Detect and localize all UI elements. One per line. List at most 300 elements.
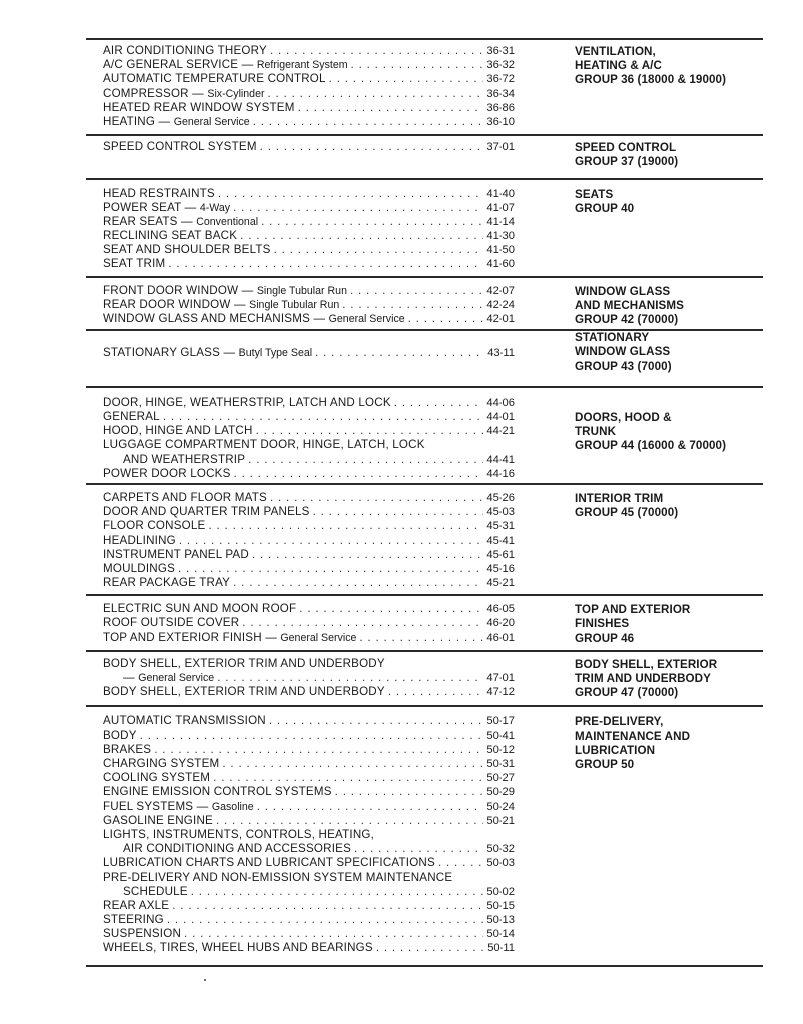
entry-title [103, 729, 137, 743]
entry-title-main: BODY SHELL, EXTERIOR TRIM AND UNDERBODY [103, 685, 385, 699]
entry-title-main: BODY SHELL, EXTERIOR TRIM AND UNDERBODY [103, 656, 385, 670]
entry-title [103, 215, 258, 229]
entry-title-main: AND WEATHERSTRIP [123, 452, 246, 466]
group-heading [575, 715, 690, 772]
entry-list [86, 602, 515, 646]
page-number[interactable]: 50-17 [486, 715, 515, 728]
page-number[interactable]: 45-31 [486, 520, 515, 533]
toc-entry[interactable] [103, 396, 515, 410]
dot-leader [408, 312, 484, 326]
group-heading-line: HEATING & A/C [575, 59, 662, 73]
entry-title-main: HEAD RESTRAINTS [103, 186, 215, 200]
entry-title-main: AUTOMATIC TRANSMISSION [103, 714, 266, 728]
page-number[interactable]: 36-34 [486, 87, 515, 100]
group-heading-line: GROUP 37 (19000) [575, 155, 679, 169]
entry-title [103, 671, 214, 685]
entry-title [103, 298, 339, 312]
group-heading [575, 45, 726, 88]
toc-entry[interactable] [103, 714, 515, 728]
entry-title-main: AIR CONDITIONING AND ACCESSORIES [123, 842, 352, 856]
entry-title [103, 885, 188, 899]
dot-leader [184, 927, 483, 941]
entry-title [103, 714, 266, 728]
entry-title [103, 438, 425, 452]
page-number[interactable]: 41-30 [486, 230, 515, 243]
dot-leader [191, 885, 484, 899]
group-heading-line: LUBRICATION [575, 743, 656, 757]
toc-section [86, 594, 763, 650]
entry-title [103, 657, 385, 671]
dot-leader [208, 519, 483, 533]
page-number[interactable]: 42-07 [486, 284, 515, 297]
toc-entry[interactable] [103, 187, 515, 201]
group-heading-line: GROUP 44 (16000 & 70000) [575, 439, 727, 453]
toc-entry[interactable] [103, 631, 515, 645]
page-number[interactable]: 44-06 [486, 396, 515, 409]
group-heading-line: WINDOW GLASS [575, 345, 671, 359]
toc-entry[interactable] [103, 438, 515, 452]
group-heading-line: GROUP 43 (7000) [575, 359, 672, 373]
toc-entry[interactable] [103, 576, 515, 590]
group-heading-line: GROUP 47 (70000) [575, 686, 679, 700]
toc-entry[interactable] [103, 771, 515, 785]
entry-title-main: — [123, 671, 139, 685]
page-number[interactable]: 41-50 [486, 244, 515, 257]
entry-title-main: REAR SEATS — [103, 214, 197, 228]
entry-title-main: STEERING [103, 913, 164, 927]
entry-title [103, 44, 267, 58]
toc-entry[interactable] [103, 842, 515, 856]
group-heading-line: TOP AND EXTERIOR [575, 603, 691, 617]
dot-leader [376, 941, 484, 955]
entry-title-main: BODY [103, 728, 137, 742]
toc-entry[interactable] [103, 729, 515, 743]
entry-title-main: PRE-DELIVERY AND NON-EMISSION SYSTEM MAINTENANCE [103, 870, 453, 884]
group-heading [575, 285, 684, 328]
entry-title [103, 346, 312, 360]
entry-list [86, 187, 515, 272]
page-number[interactable]: 50-15 [486, 899, 515, 912]
toc-entry[interactable] [103, 215, 515, 229]
entry-title-main: LUGGAGE COMPARTMENT DOOR, HINGE, LATCH, LOCK [103, 438, 425, 452]
group-heading-line: VENTILATION, [575, 45, 656, 58]
entry-title-qualifier: Six-Cylinder [207, 87, 265, 100]
group-heading-line: MAINTENANCE AND [575, 729, 691, 743]
toc-entry[interactable] [103, 467, 515, 481]
toc-entry[interactable] [103, 453, 515, 467]
page-number[interactable]: 45-61 [486, 548, 515, 561]
page-number[interactable]: 41-07 [486, 201, 515, 214]
page-number[interactable]: 36-72 [486, 73, 515, 86]
group-heading-line: GROUP 46 [575, 631, 635, 645]
entry-title-main: GASOLINE ENGINE [103, 813, 213, 827]
toc-section [86, 178, 763, 276]
entry-list [86, 396, 515, 481]
toc-entry[interactable] [103, 257, 515, 271]
entry-title [103, 284, 347, 298]
page-number[interactable]: 36-10 [486, 115, 515, 128]
entry-title-main: CARPETS AND FLOOR MATS [103, 490, 267, 504]
dot-leader [178, 562, 483, 576]
toc-entry[interactable] [103, 685, 515, 699]
page-number[interactable]: 44-41 [486, 453, 515, 466]
toc-entry[interactable] [103, 800, 515, 814]
entry-list [86, 338, 515, 382]
entry-title-main: LUBRICATION CHARTS AND LUBRICANT SPECIFICATIONS [103, 856, 435, 870]
toc-entry[interactable] [103, 101, 515, 115]
toc-entry[interactable] [103, 243, 515, 257]
group-heading [575, 492, 678, 520]
toc-entry[interactable] [103, 828, 515, 842]
entry-title-main: COOLING SYSTEM [103, 771, 211, 785]
entry-title [103, 229, 237, 243]
toc-entry[interactable] [103, 885, 515, 899]
toc-entry[interactable] [103, 616, 515, 630]
page-number[interactable]: 41-40 [486, 187, 515, 200]
toc-entry[interactable] [103, 927, 515, 941]
entry-title-main: WHEELS, TIRES, WHEEL HUBS AND BEARINGS [103, 941, 373, 955]
toc-entry[interactable] [103, 657, 515, 671]
dot-leader [257, 800, 484, 814]
table-of-contents [86, 38, 763, 967]
group-heading-line: AND MECHANISMS [575, 298, 684, 312]
page-number[interactable]: 50-12 [486, 743, 515, 756]
entry-title-qualifier: General Service [173, 115, 250, 128]
page-number[interactable]: 37-01 [486, 141, 515, 154]
entry-title [103, 941, 373, 955]
group-heading-line: GROUP 45 (70000) [575, 506, 679, 520]
page-number[interactable]: 50-32 [486, 843, 515, 856]
toc-entry[interactable] [103, 562, 515, 576]
entry-title [103, 800, 254, 814]
dot-leader [179, 534, 484, 548]
dot-leader [299, 602, 483, 616]
entry-title [103, 115, 250, 129]
dot-leader [240, 229, 483, 243]
toc-entry[interactable] [103, 856, 515, 870]
toc-entry[interactable] [103, 115, 515, 129]
toc-entry[interactable] [103, 757, 515, 771]
entry-title [103, 913, 164, 927]
entry-list [86, 44, 515, 129]
toc-entry[interactable] [103, 941, 515, 955]
page-number[interactable]: 50-03 [486, 857, 515, 870]
page-number[interactable]: 50-27 [486, 772, 515, 785]
entry-title-main: AUTOMATIC TEMPERATURE CONTROL [103, 72, 326, 86]
entry-title-qualifier: General Service [138, 672, 215, 685]
toc-entry[interactable] [103, 312, 515, 326]
group-heading-line: TRUNK [575, 425, 617, 439]
page-number[interactable]: 42-01 [486, 313, 515, 326]
dot-leader [313, 505, 484, 519]
toc-entry[interactable] [103, 785, 515, 799]
entry-title-main: ENGINE EMISSION CONTROL SYSTEMS [103, 785, 332, 799]
dot-leader [268, 87, 484, 101]
entry-title [103, 631, 356, 645]
scan-speck [204, 979, 206, 981]
entry-title [103, 312, 405, 326]
toc-entry[interactable] [103, 284, 515, 298]
group-heading-line: PRE-DELIVERY, [575, 715, 664, 729]
entry-title-main: BRAKES [103, 742, 152, 756]
toc-section [86, 650, 763, 706]
page-number[interactable]: 36-31 [486, 45, 515, 57]
group-heading [575, 411, 726, 454]
toc-entry[interactable] [103, 534, 515, 548]
entry-list [86, 140, 515, 169]
entry-title [103, 856, 435, 870]
toc-entry[interactable] [103, 913, 515, 927]
toc-section [86, 483, 763, 594]
entry-title-main: POWER DOOR LOCKS [103, 466, 231, 480]
page-number[interactable]: 44-16 [486, 467, 515, 480]
dot-leader [394, 396, 484, 410]
dot-leader [270, 491, 483, 505]
entry-title [103, 257, 165, 271]
toc-section [86, 276, 763, 330]
toc-entry[interactable] [103, 743, 515, 757]
entry-title-qualifier: General Service [328, 313, 405, 326]
entry-title-main: COMPRESSOR — [103, 86, 208, 100]
entry-title [103, 467, 231, 481]
entry-title [103, 927, 181, 941]
dot-leader [248, 453, 483, 467]
toc-entry[interactable] [103, 72, 515, 86]
entry-title-main: AIR CONDITIONING THEORY [103, 44, 267, 57]
dot-leader [438, 856, 483, 870]
entry-title [103, 87, 265, 101]
entry-title [103, 685, 385, 699]
dot-leader [218, 187, 484, 201]
dot-leader [222, 757, 483, 771]
entry-title [103, 396, 391, 410]
dot-leader [335, 785, 484, 799]
group-heading [575, 603, 690, 646]
page-number[interactable]: 47-01 [486, 672, 515, 685]
toc-entry[interactable] [103, 140, 515, 154]
toc-entry[interactable] [103, 58, 515, 72]
entry-title-main: ROOF OUTSIDE COVER [103, 616, 240, 630]
page-number[interactable]: 44-01 [486, 411, 515, 424]
group-heading-line: GROUP 36 (18000 & 19000) [575, 73, 727, 87]
dot-leader [260, 140, 484, 154]
toc-entry[interactable] [103, 548, 515, 562]
dot-leader [351, 58, 484, 72]
entry-title-main: HEADLINING [103, 533, 176, 547]
group-heading-line: GROUP 42 (70000) [575, 313, 679, 327]
group-heading-line: FINISHES [575, 617, 630, 631]
page-number[interactable]: 46-01 [486, 631, 515, 644]
group-heading [575, 188, 634, 216]
dot-leader [342, 298, 483, 312]
entry-title-main: GENERAL [103, 410, 160, 424]
group-heading-line: INTERIOR TRIM [575, 491, 664, 505]
entry-title-main: FLOOR CONSOLE [103, 519, 206, 533]
toc-entry[interactable] [103, 491, 515, 505]
page-number[interactable]: 45-03 [486, 506, 515, 519]
entry-title-qualifier: General Service [280, 631, 357, 644]
page-number[interactable]: 43-11 [487, 347, 515, 360]
dot-leader [163, 410, 484, 424]
entry-title [103, 842, 351, 856]
entry-title [103, 453, 245, 467]
entry-title [103, 101, 295, 115]
page-number[interactable]: 45-26 [486, 491, 515, 504]
toc-entry[interactable] [103, 814, 515, 828]
dot-leader [253, 115, 484, 129]
group-heading-line: SPEED CONTROL [575, 141, 677, 155]
group-heading-line: GROUP 50 [575, 758, 635, 772]
page-number[interactable]: 41-60 [486, 258, 515, 271]
toc-entry[interactable] [103, 298, 515, 312]
toc-entry[interactable] [103, 87, 515, 101]
page-number[interactable]: 45-41 [486, 534, 515, 547]
dot-leader [269, 714, 484, 728]
entry-list [86, 491, 515, 590]
page-number[interactable]: 46-20 [486, 617, 515, 630]
entry-title-main: FUEL SYSTEMS — [103, 799, 212, 813]
entry-title-qualifier: Conventional [196, 215, 259, 228]
entry-title-main: WINDOW GLASS AND MECHANISMS — [103, 312, 329, 326]
entry-title-qualifier: Single Tubular Run [256, 284, 347, 297]
dot-leader [350, 284, 483, 298]
entry-title [103, 519, 205, 533]
dot-leader [256, 424, 484, 438]
dot-leader [359, 631, 483, 645]
dot-leader [252, 548, 483, 562]
group-heading-line: STATIONARY [575, 331, 650, 345]
dot-leader [388, 685, 484, 699]
entry-title-main: RECLINING SEAT BACK [103, 229, 238, 243]
dot-leader [172, 899, 483, 913]
entry-title [103, 491, 267, 505]
entry-title [103, 899, 169, 913]
dot-leader [329, 72, 484, 86]
page-number[interactable]: 50-41 [486, 729, 515, 742]
entry-title [103, 548, 249, 562]
page-number[interactable]: 41-14 [486, 215, 515, 228]
entry-title-main: HOOD, HINGE AND LATCH [103, 424, 253, 438]
entry-title-main: FRONT DOOR WINDOW — [103, 283, 257, 297]
toc-entry[interactable] [103, 410, 515, 424]
toc-entry[interactable] [103, 899, 515, 913]
dot-leader [242, 616, 483, 630]
entry-title [103, 743, 151, 757]
toc-section [86, 134, 763, 177]
page-number[interactable]: 47-12 [486, 686, 515, 699]
entry-title-qualifier: Butyl Type Seal [238, 347, 313, 360]
entry-title [103, 616, 239, 630]
dot-leader [168, 257, 483, 271]
entry-title [103, 505, 310, 519]
entry-title-main: DOOR AND QUARTER TRIM PANELS [103, 505, 310, 519]
group-heading [575, 658, 717, 701]
entry-title [103, 534, 176, 548]
entry-title-main: SUSPENSION [103, 927, 182, 941]
dot-leader [216, 814, 483, 828]
entry-title-qualifier: Single Tubular Run [249, 298, 340, 311]
group-heading-line: TRIM AND UNDERBODY [575, 672, 711, 686]
group-heading-line: GROUP 40 [575, 201, 635, 215]
entry-title-main: REAR DOOR WINDOW — [103, 297, 250, 311]
entry-title-main: SEAT TRIM [103, 257, 166, 271]
group-heading-line: BODY SHELL, EXTERIOR [575, 657, 718, 671]
entry-title-main: DOOR, HINGE, WEATHERSTRIP, LATCH AND LOCK [103, 395, 391, 409]
dot-leader [234, 467, 484, 481]
entry-title [103, 58, 348, 72]
page-number[interactable]: 50-31 [486, 758, 515, 771]
entry-title-main: POWER SEAT — [103, 200, 200, 214]
page-number[interactable]: 42-24 [486, 298, 515, 311]
dot-leader [233, 576, 483, 590]
toc-entry[interactable] [103, 602, 515, 616]
entry-title-main: LIGHTS, INSTRUMENTS, CONTROLS, HEATING, [103, 827, 375, 841]
entry-title [103, 785, 332, 799]
entry-title [103, 814, 213, 828]
dot-leader [270, 44, 483, 58]
page-number[interactable]: 44-21 [486, 425, 515, 438]
entry-title-main: ELECTRIC SUN AND MOON ROOF [103, 602, 297, 616]
toc-entry[interactable] [103, 229, 515, 243]
entry-title [103, 410, 160, 424]
entry-title-main: TOP AND EXTERIOR FINISH — [103, 630, 281, 644]
toc-entry[interactable] [103, 346, 515, 360]
page-number[interactable]: 50-24 [486, 800, 515, 813]
dot-leader [213, 771, 483, 785]
entry-title-main: REAR AXLE [103, 898, 170, 912]
toc-entry[interactable] [103, 424, 515, 438]
toc-entry[interactable] [103, 201, 515, 215]
dot-leader [140, 729, 484, 743]
page-number[interactable]: 50-21 [486, 814, 515, 827]
page-number[interactable]: 36-86 [486, 101, 515, 114]
entry-title-qualifier: Gasoline [211, 800, 254, 813]
toc-section [86, 329, 763, 386]
dot-leader [167, 913, 484, 927]
page-number[interactable]: 50-29 [486, 786, 515, 799]
page-number[interactable]: 46-05 [486, 603, 515, 616]
page-number[interactable]: 50-14 [486, 928, 515, 941]
page-number[interactable]: 36-32 [486, 59, 515, 72]
page-number[interactable]: 50-02 [486, 885, 515, 898]
dot-leader [315, 346, 484, 360]
dot-leader [154, 743, 483, 757]
entry-title [103, 72, 326, 86]
dot-leader [261, 215, 483, 229]
entry-title-main: HEATING — [103, 114, 174, 128]
entry-title-qualifier: 4-Way [199, 201, 231, 214]
entry-title [103, 828, 374, 842]
page-number[interactable]: 45-21 [486, 577, 515, 590]
group-heading [575, 331, 672, 374]
entry-title-main: CHARGING SYSTEM [103, 757, 220, 771]
entry-title-main: INSTRUMENT PANEL PAD [103, 547, 249, 561]
toc-entry[interactable] [103, 519, 515, 533]
toc-entry[interactable] [103, 671, 515, 685]
toc-entry[interactable] [103, 505, 515, 519]
toc-entry[interactable] [103, 871, 515, 885]
toc-entry[interactable] [103, 44, 515, 58]
entry-title-qualifier: Refrigerant System [256, 59, 348, 72]
page-number[interactable]: 45-16 [486, 562, 515, 575]
entry-title-main: SCHEDULE [123, 884, 188, 898]
entry-title [103, 424, 253, 438]
group-heading-line: DOORS, HOOD & [575, 410, 672, 424]
page-number[interactable]: 50-13 [486, 914, 515, 927]
entry-list [86, 657, 515, 701]
entry-title-main: SEAT AND SHOULDER BELTS [103, 243, 271, 257]
page-number[interactable]: 50-11 [487, 942, 515, 955]
